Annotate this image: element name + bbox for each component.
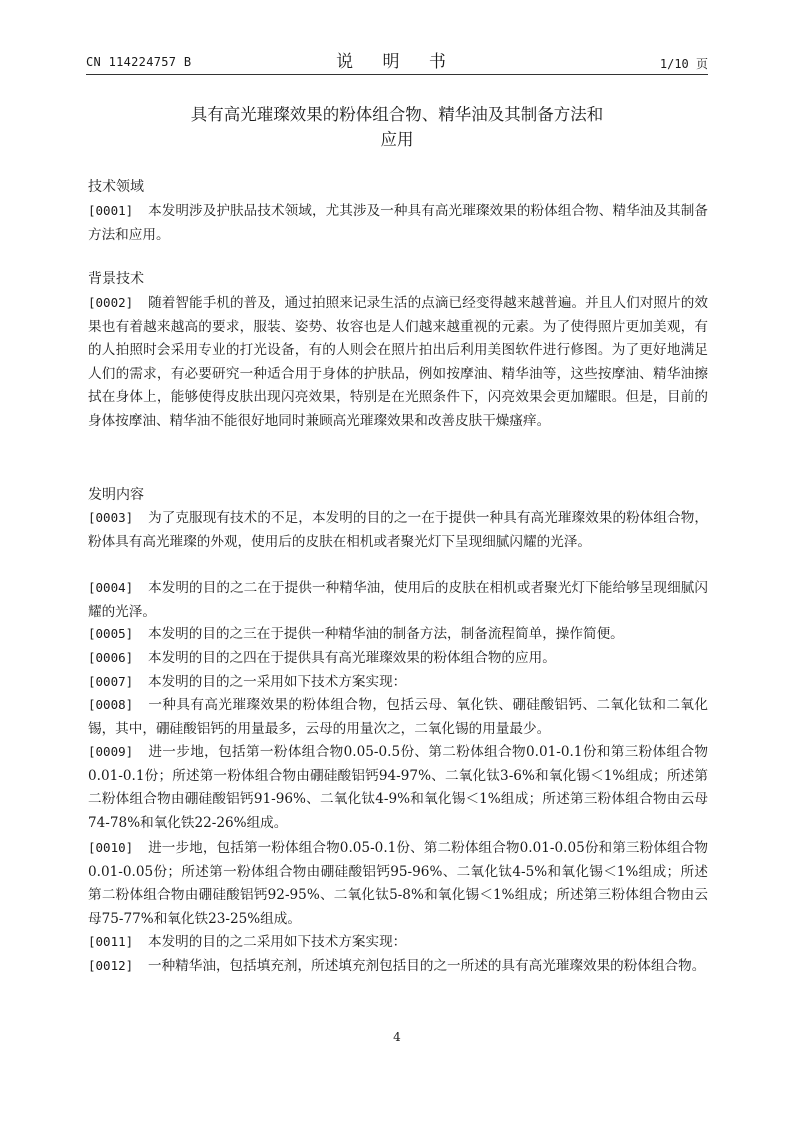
paragraph-0012	[88, 954, 708, 979]
paragraph-text: 进一步地，包括第一粉体组合物0.05-0.5份、第二粉体组合物0.01-0.1份和第三粉体组合物0.01-0.1份；所述第一粉体组合物由硼硅酸铝钙94-97%、二氧化钛3-6%和氧化锡＜1%组成；所述第二粉体组合物由硼硅酸铝钙91-96%、二氧化钛4-9%和氧化锡＜1%组成；所述第三粉体组合物由云母74-78%和氧化铁22-26%组成。	[88, 744, 708, 831]
paragraph-text: 本发明的目的之二在于提供一种精华油，使用后的皮肤在相机或者聚光灯下能给够呈现细腻闪耀的光泽。	[88, 580, 708, 620]
paragraph-number: [0007]	[88, 674, 134, 689]
section-heading-summary: 发明内容	[88, 487, 144, 503]
paragraph-text: 随着智能手机的普及，通过拍照来记录生活的点滴已经变得越来越普遍。并且人们对照片的效果也有着越来越高的要求，服装、姿势、妆容也是人们越来越重视的元素。为了使得照片更加美观，有的人拍照时会采用专业的打光设备，有的人则会在照片拍出后利用美图软件进行修图。为了更好地满足人们的需求，有必要研究一种适合用于身体的护肤品，例如按摩油、精华油等，这些按摩油、精华油擦拭在身体上，能够使得皮肤出现闪亮效果，特别是在光照条件下，闪亮效果会更加耀眼。但是，目前的身体按摩油、精华油不能很好地同时兼顾高光璀璨效果和改善皮肤干燥瘙痒。	[88, 295, 708, 429]
document-type: 说 明 书	[336, 52, 458, 72]
paragraph-text: 为了克服现有技术的不足，本发明的目的之一在于提供一种具有高光璀璨效果的粉体组合物，粉体具有高光璀璨的外观，使用后的皮肤在相机或者聚光灯下呈现细腻闪耀的光泽。	[88, 510, 708, 550]
document-title-line-1: 具有高光璀璨效果的粉体组合物、精华油及其制备方法和	[190, 105, 604, 124]
paragraph-number: [0008]	[88, 697, 134, 712]
paragraph-0004	[88, 576, 708, 624]
paragraph-0007	[88, 670, 708, 695]
page-header	[86, 44, 708, 72]
paragraph-text: 本发明的目的之二采用如下技术方案实现：	[148, 934, 407, 950]
paragraph-number: [0003]	[88, 510, 134, 525]
paragraph-text: 进一步地，包括第一粉体组合物0.05-0.1份、第二粉体组合物0.01-0.05份和第三粉体组合物0.01-0.05份；所述第一粉体组合物由硼硅酸铝钙95-96%、二氧化钛4-5%和氧化锡＜1%组成；所述第二粉体组合物由硼硅酸铝钙92-95%、二氧化钛5-8%和氧化锡＜1%组成；所述第三粉体组合物由云母75-77%和氧化铁23-25%组成。	[88, 840, 708, 927]
section-heading-technical-field: 技术领域	[88, 179, 144, 195]
paragraph-number: [0011]	[88, 934, 134, 949]
paragraph-number: [0002]	[88, 295, 134, 310]
paragraph-text: 本发明涉及护肤品技术领域，尤其涉及一种具有高光璀璨效果的粉体组合物、精华油及其制备方法和应用。	[88, 203, 708, 243]
document-title-line-2: 应用	[380, 130, 414, 149]
paragraph-0011	[88, 930, 708, 955]
paragraph-0006	[88, 646, 708, 671]
patent-number: CN 114224757 B	[86, 55, 192, 69]
paragraph-0002	[88, 291, 708, 434]
paragraph-number: [0012]	[88, 958, 134, 973]
paragraph-0001	[88, 199, 708, 247]
paragraph-number: [0006]	[88, 650, 134, 665]
header-divider	[86, 74, 708, 75]
paragraph-number: [0001]	[88, 203, 134, 218]
paragraph-number: [0009]	[88, 744, 134, 759]
paragraph-text: 一种精华油，包括填充剂，所述填充剂包括目的之一所述的具有高光璀璨效果的粉体组合物。	[148, 958, 706, 974]
page-number: 4	[393, 1030, 401, 1044]
paragraph-text: 本发明的目的之一采用如下技术方案实现：	[148, 674, 407, 690]
paragraph-0005	[88, 622, 708, 647]
paragraph-0010	[88, 836, 708, 931]
section-heading-background: 背景技术	[88, 271, 144, 287]
paragraph-number: [0005]	[88, 626, 134, 641]
paragraph-0008	[88, 693, 708, 741]
paragraph-number: [0010]	[88, 840, 134, 855]
paragraph-text: 本发明的目的之三在于提供一种精华油的制备方法，制备流程简单，操作简便。	[148, 626, 624, 642]
paragraph-0009	[88, 740, 708, 835]
paragraph-text: 本发明的目的之四在于提供具有高光璀璨效果的粉体组合物的应用。	[148, 650, 556, 666]
paragraph-0003	[88, 506, 708, 554]
paragraph-text: 一种具有高光璀璨效果的粉体组合物，包括云母、氧化铁、硼硅酸铝钙、二氧化钛和二氧化锡，其中，硼硅酸铝钙的用量最多，云母的用量次之，二氧化锡的用量最少。	[88, 697, 708, 737]
paragraph-number: [0004]	[88, 580, 134, 595]
page-reference: 1/10 页	[659, 57, 708, 71]
